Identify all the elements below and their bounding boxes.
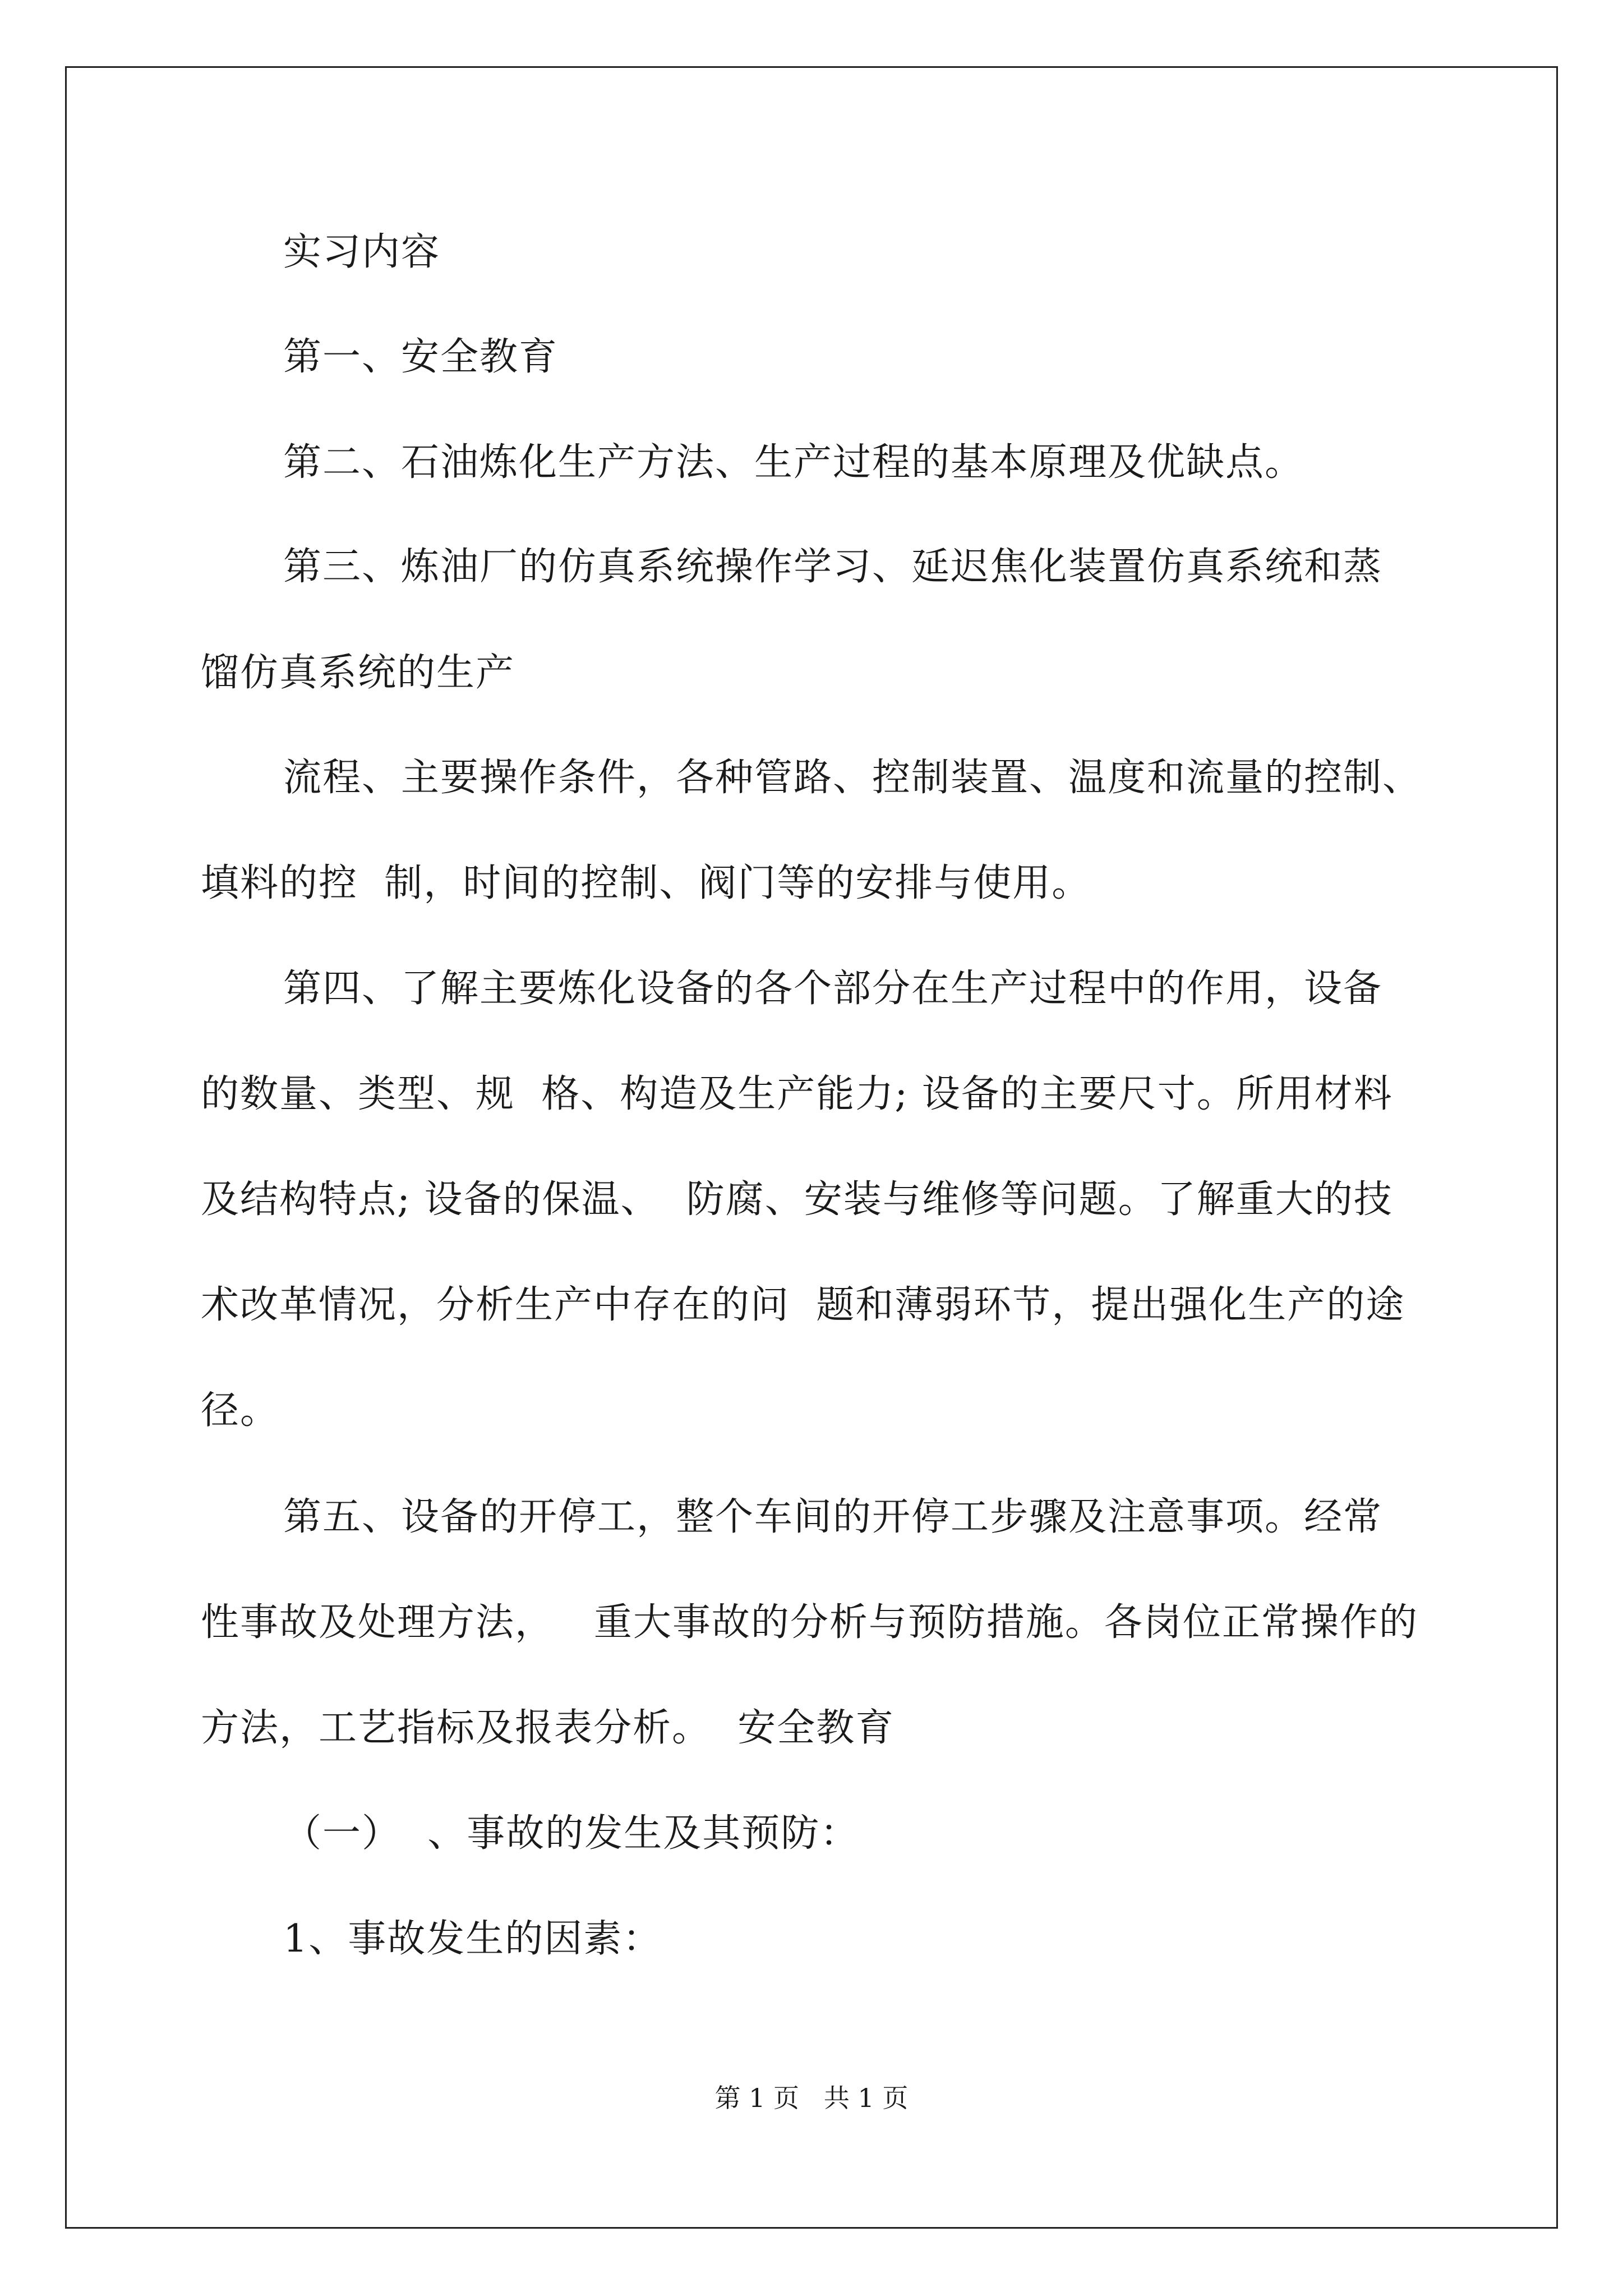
page-border — [65, 66, 1558, 2229]
text-line-6: 填料的控 制，时间的控制、阀门等的安排与使用。 — [201, 861, 1091, 905]
text-line-2: 第二、石油炼化生产方法、生产过程的基本原理及优缺点。 — [283, 440, 1304, 485]
text-line-12: 第五、设备的开停工，整个车间的开停工步骤及注意事项。经常 — [283, 1495, 1383, 1539]
text-line-11: 径。 — [201, 1388, 280, 1433]
text-line-7: 第四、了解主要炼化设备的各个部分在生产过程中的作用，设备 — [283, 967, 1383, 1011]
text-line-9: 及结构特点; 设备的保温、 防腐、安装与维修等问题。了解重大的技 — [201, 1177, 1393, 1222]
text-line-3: 第三、炼油厂的仿真系统操作学习、延迟焦化装置仿真系统和蒸 — [283, 545, 1383, 589]
text-line-14: 方法，工艺指标及报表分析。 安全教育 — [201, 1706, 895, 1750]
text-line-10: 术改革情况，分析生产中存在的问 题和薄弱环节，提出强化生产的途 — [201, 1283, 1405, 1327]
text-line-15: （一） 、事故的发生及其预防： — [283, 1811, 860, 1856]
page-number-footer: 第 1 页 共 1 页 — [714, 2083, 909, 2113]
text-line-8: 的数量、类型、规 格、构造及生产能力; 设备的主要尺寸。所用材料 — [201, 1072, 1393, 1116]
text-line-5: 流程、主要操作条件，各种管路、控制装置、温度和流量的控制、 — [283, 756, 1422, 800]
text-line-heading: 实习内容 — [283, 230, 441, 274]
text-line-13: 性事故及处理方法， 重大事故的分析与预防措施。各岗位正常操作的 — [201, 1600, 1418, 1645]
text-line-1: 第一、安全教育 — [283, 335, 559, 379]
text-line-4: 馏仿真系统的生产 — [201, 651, 515, 695]
text-line-16: 1、事故发生的因素： — [283, 1917, 662, 1961]
